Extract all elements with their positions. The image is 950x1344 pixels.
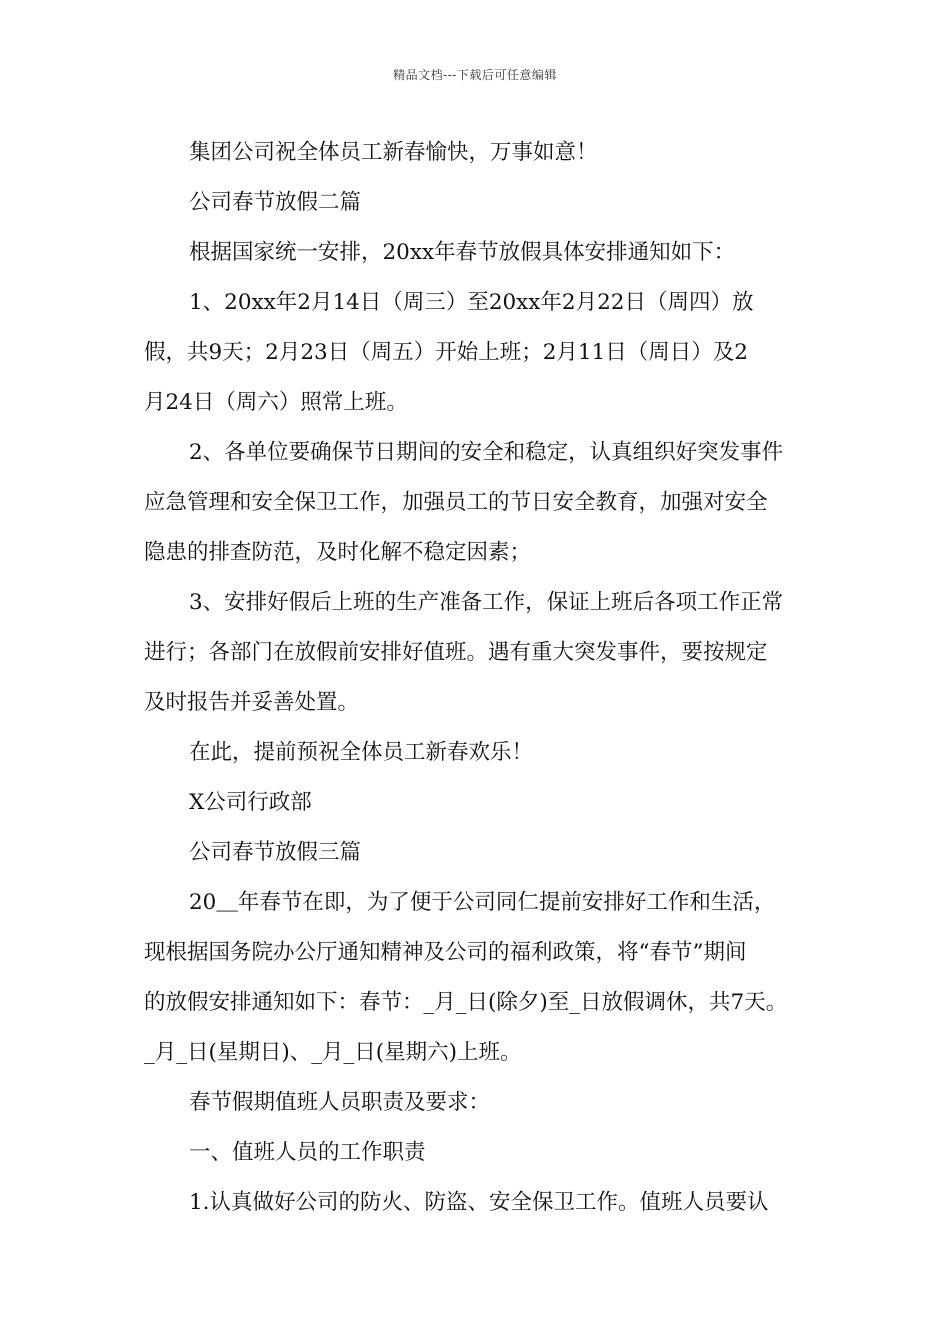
text-line: 一、值班人员的工作职责 [189, 1140, 426, 1165]
text-line: 20＿年春节在即，为了便于公司同仁提前安排好工作和生活， [189, 890, 776, 915]
text-line: 根据国家统一安排，20xx年春节放假具体安排通知如下： [189, 240, 736, 265]
text-line: 公司春节放假二篇 [189, 190, 362, 215]
subsection-title [144, 1128, 814, 1178]
text-line: 公司春节放假三篇 [189, 840, 362, 865]
paragraph [144, 128, 814, 178]
paragraph [144, 228, 814, 278]
text-line: 1、20xx年2月14日（周三）至20xx年2月22日（周四）放 [189, 290, 754, 315]
text-line: 及时报告并妥善处置。 [144, 690, 360, 715]
text-line: 在此，提前预祝全体员工新春欢乐！ [189, 740, 534, 765]
text-line: 应急管理和安全保卫工作，加强员工的节日安全教育，加强对安全 [144, 490, 768, 515]
paragraph [144, 1078, 814, 1128]
text-line: 春节假期值班人员职责及要求： [189, 1090, 491, 1115]
text-line: 集团公司祝全体员工新春愉快，万事如意！ [189, 140, 598, 165]
list-item [144, 1178, 814, 1228]
text-line: X公司行政部 [189, 790, 312, 815]
text-line: 2、各单位要确保节日期间的安全和稳定，认真组织好突发事件 [189, 440, 784, 465]
list-item [144, 578, 814, 728]
paragraph [144, 728, 814, 778]
text-line: 1.认真做好公司的防火、防盗、安全保卫工作。值班人员要认 [189, 1190, 769, 1215]
text-line: _月_日(星期日)、_月_日(星期六)上班。 [144, 1040, 522, 1065]
text-line: 的放假安排通知如下：春节：_月_日(除夕)至_日放假调休，共7天。 [144, 990, 788, 1015]
text-line: 假，共9天；2月23日（周五）开始上班；2月11日（周日）及2 [144, 340, 748, 365]
section-title [144, 178, 814, 228]
text-line: 3、安排好假后上班的生产准备工作，保证上班后各项工作正常 [189, 590, 784, 615]
text-line: 现根据国务院办公厅通知精神及公司的福利政策，将“春节”期间 [144, 940, 747, 965]
paragraph [144, 878, 814, 1078]
document-body [144, 128, 814, 1228]
section-title [144, 828, 814, 878]
list-item [144, 428, 814, 578]
list-item [144, 278, 814, 428]
page-header: 精品文档---下载后可任意编辑 [393, 68, 557, 82]
signature [144, 778, 814, 828]
text-line: 隐患的排查防范，及时化解不稳定因素； [144, 540, 532, 565]
text-line: 进行；各部门在放假前安排好值班。遇有重大突发事件，要按规定 [144, 640, 768, 665]
text-line: 月24日（周六）照常上班。 [144, 390, 408, 415]
